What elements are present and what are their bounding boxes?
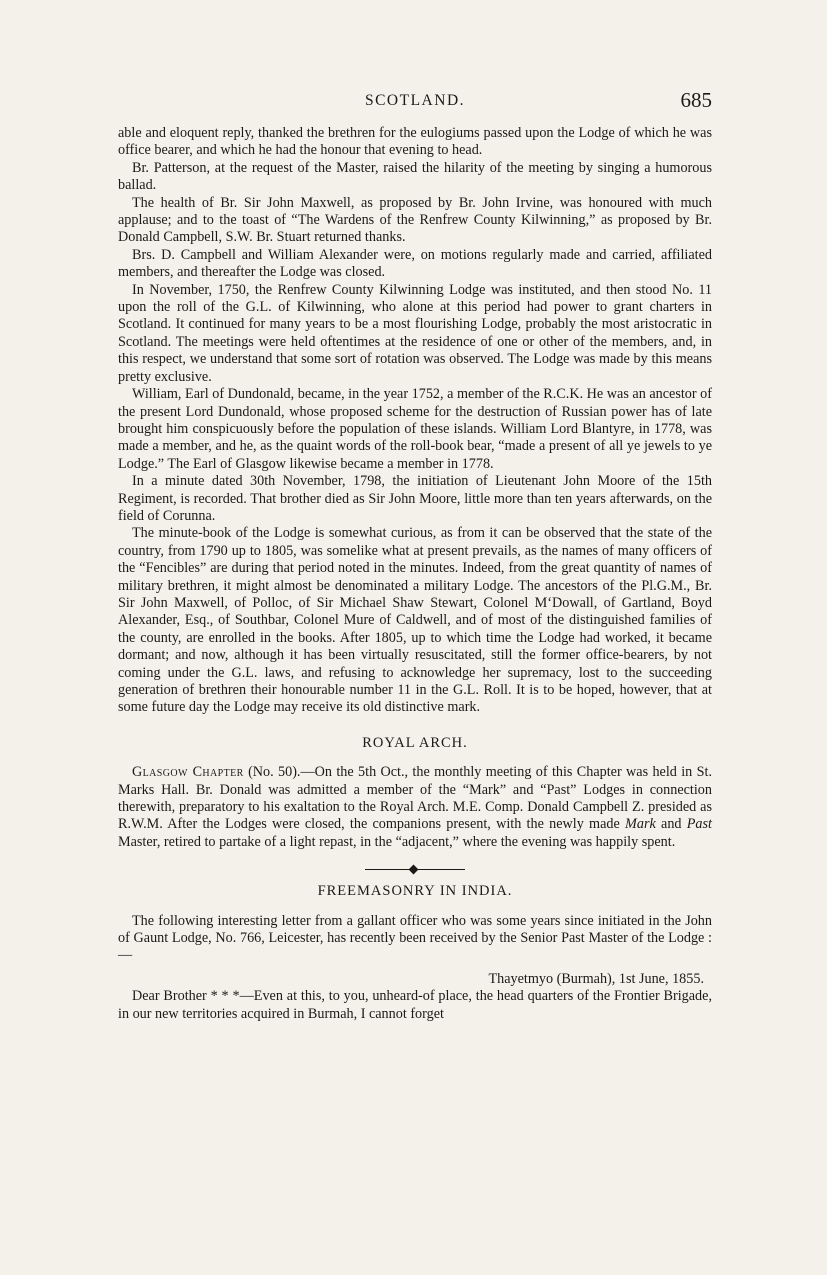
italic-run: Mark: [625, 816, 656, 833]
section-heading-india: FREEMASONRY IN INDIA.: [317, 883, 513, 900]
ornamental-divider: [365, 865, 465, 875]
text-run: and: [655, 816, 687, 833]
paragraph: able and eloquent reply, thanked the brethren for the eulogiums passed upon the Lodge of which he was office bearer, and which he had the honour that evening to head.: [118, 125, 712, 159]
paragraph: In November, 1750, the Renfrew County Kilwinning Lodge was instituted, and then stood No. 11 upon the roll of the G.L. of Kilwinning, who alone at this period had power to grant charters in Scotland. It continued for many years to be a most flourishing Lodge, probably the most aristocratic in Scotland. The meetings were held oftentimes at the residence of one or other of the members, and, in this respect, we understand that some sort of rotation was observed. The Lodge was made by this means pretty exclusive.: [118, 281, 712, 385]
paragraph: Br. Patterson, at the request of the Master, raised the hilarity of the meeting by singing a humorous ballad.: [118, 159, 712, 194]
paragraph-royal-arch: [118, 764, 712, 851]
paragraph: The following interesting letter from a gallant officer who was some years since initiated in the John of Gaunt Lodge, No. 766, Leicester, has recently been received by the Senior Past Master of the Lodge :—: [118, 912, 712, 964]
divider-diamond-icon: [409, 865, 419, 875]
paragraph: Brs. D. Campbell and William Alexander were, on motions regularly made and carried, affiliated members, and thereafter the Lodge was closed.: [118, 246, 712, 281]
text-run: Master, retired to partake of a light repast, in the “adjacent,” where the evening was happily spent.: [118, 833, 676, 850]
running-title: SCOTLAND.: [364, 92, 466, 109]
paragraph: The minute-book of the Lodge is somewhat curious, as from it can be observed that the state of the country, from 1790 up to 1805, was somelike what at present prevails, as the names of many officers of the “Fencibles” are during that period noted in the minutes. Indeed, from the great quantity of names of military brethren, it might almost be denominated a military Lodge. The ancestors of the Pl.G.M., Br. Sir John Maxwell, of Polloc, of Sir Michael Shaw Stewart, Colonel M‘Dowall, of Gartland, Boyd Alexander, Esq., of Southbar, Colonel Mure of Caldwell, and of most of the distinguished families of the county, are enrolled in the books. After 1805, up to which time the Lodge had worked, it became dormant; and now, although it has been virtually resuscitated, still the former office-bearers, by not coming under the G.L. laws, and refusing to acknowledge her supremacy, lost to the succeeding generation of brethren their honourable number 11 in the G.L. Roll. It is to be hoped, however, that at some future day the Lodge may receive its old distinctive mark.: [118, 525, 712, 716]
letter-dateline: Thayetmyo (Burmah), 1st June, 1855.: [488, 970, 704, 987]
paragraph: The health of Br. Sir John Maxwell, as proposed by Br. John Irvine, was honoured with much applause; and to the toast of “The Wardens of the Renfrew County Kilwinning,” as proposed by Br. Donald Campbell, S.W. Br. Stuart returned thanks.: [118, 194, 712, 246]
page-number: 685: [680, 88, 712, 112]
page-header: [118, 90, 712, 114]
paragraph: William, Earl of Dundonald, became, in the year 1752, a member of the R.C.K. He was an ancestor of the present Lord Dundonald, whose proposed scheme for the destruction of Russian power has of late brought him conspicuously before the population of these islands. William Lord Blantyre, in 1778, was made a member, and he, as the quaint words of the roll-book bear, “made a present of all ye jewels to ye Lodge.” The Earl of Glasgow likewise became a member in 1778.: [118, 386, 712, 472]
paragraph: Dear Brother * * *—Even at this, to you, unheard-of place, the head quarters of the Frontier Brigade, in our new territories acquired in Burmah, I cannot forget: [118, 988, 712, 1022]
lead-in: Glasgow Chapter: [132, 764, 244, 781]
text-run: (No. 50).—On the 5th Oct., the monthly meeting of this Chapter was held in St. Marks Hall. Br. Donald was admitted a member of the “Mark” and “Past” Lodges in connection therewith, preparatory to his exaltation to the Royal Arch. M.E. Comp. Donald Campbell Z. presided as R.W.M. After the Lodges were closed, the companions present, with the newly made: [118, 764, 712, 833]
paragraph: In a minute dated 30th November, 1798, the initiation of Lieutenant John Moore of the 15th Regiment, is recorded. That brother died as Sir John Moore, little more than ten years afterwards, on the field of Corunna.: [118, 473, 712, 524]
page-body: [118, 125, 712, 1023]
italic-run: Past: [686, 816, 712, 833]
section-heading-royal-arch: ROYAL ARCH.: [362, 734, 468, 751]
